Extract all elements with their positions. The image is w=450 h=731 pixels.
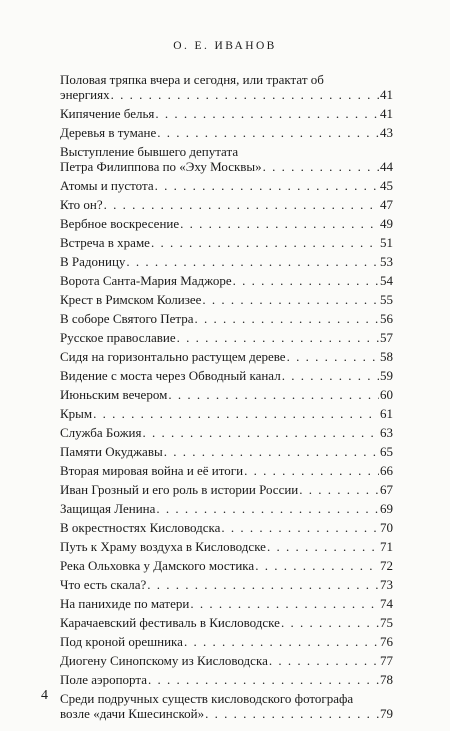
toc-entry-line xyxy=(60,106,393,121)
toc-entry-line xyxy=(60,311,393,326)
toc-entry xyxy=(60,634,393,649)
toc-page-number: 45 xyxy=(380,178,393,193)
toc-entry-title: Путь к Храму воздуха в Кисловодске xyxy=(60,539,266,554)
dot-leader xyxy=(155,106,379,121)
table-of-contents xyxy=(60,72,393,725)
toc-entry xyxy=(60,178,393,193)
toc-entry xyxy=(60,425,393,440)
toc-page-number: 51 xyxy=(380,235,393,250)
page-number: 4 xyxy=(41,688,48,703)
toc-entry-title: Служба Божия xyxy=(60,425,142,440)
toc-entry xyxy=(60,368,393,383)
dot-leader xyxy=(233,273,379,288)
toc-entry-title: Ворота Санта-Мария Маджоре xyxy=(60,273,232,288)
toc-entry-line xyxy=(60,216,393,231)
dot-leader xyxy=(267,539,379,554)
toc-entry-line xyxy=(60,273,393,288)
toc-page-number: 73 xyxy=(380,577,393,592)
toc-page-number: 44 xyxy=(380,159,393,174)
toc-entry-title: Встреча в храме xyxy=(60,235,150,250)
toc-entry-title: Петра Филиппова по «Эху Москвы» xyxy=(60,159,262,174)
toc-entry-title: Диогену Синопскому из Кисловодска xyxy=(60,653,268,668)
dot-leader xyxy=(281,615,379,630)
toc-entry xyxy=(60,387,393,402)
dot-leader xyxy=(221,520,379,535)
toc-entry-title: Июньским вечером xyxy=(60,387,168,402)
toc-entry-title: Поле аэропорта xyxy=(60,672,147,687)
toc-entry xyxy=(60,596,393,611)
toc-entry-title: возле «дачи Кшесинской» xyxy=(60,706,205,721)
toc-entry-title: Вербное воскресение xyxy=(60,216,180,231)
toc-entry-title: Крым xyxy=(60,406,93,421)
toc-entry-title: Река Ольховка у Дамского мостика xyxy=(60,558,255,573)
dot-leader xyxy=(126,254,379,269)
toc-entry-line xyxy=(60,368,393,383)
dot-leader xyxy=(263,159,379,174)
toc-entry-line xyxy=(60,197,393,212)
toc-page-number: 69 xyxy=(380,501,393,516)
toc-page-number: 71 xyxy=(380,539,393,554)
toc-page-number: 59 xyxy=(380,368,393,383)
toc-entry-line xyxy=(60,406,393,421)
toc-entry-line xyxy=(60,596,393,611)
toc-page-number: 53 xyxy=(380,254,393,269)
toc-entry-line xyxy=(60,615,393,630)
toc-entry-title: В Радоницу xyxy=(60,254,126,269)
toc-entry-title: В соборе Святого Петра xyxy=(60,311,194,326)
dot-leader xyxy=(202,292,379,307)
toc-page-number: 60 xyxy=(380,387,393,402)
toc-entry xyxy=(60,615,393,630)
toc-entry-line xyxy=(60,539,393,554)
dot-leader xyxy=(93,406,379,421)
toc-entry xyxy=(60,106,393,121)
toc-entry-title: Половая тряпка вчера и сегодня, или трактат об xyxy=(60,72,324,87)
toc-entry-line xyxy=(60,691,393,706)
toc-page-number: 70 xyxy=(380,520,393,535)
toc-entry-title: Кто он? xyxy=(60,197,103,212)
toc-page-number: 65 xyxy=(380,444,393,459)
dot-leader xyxy=(168,387,379,402)
toc-entry-title: Русское православие xyxy=(60,330,176,345)
dot-leader xyxy=(157,125,379,140)
toc-page-number: 66 xyxy=(380,463,393,478)
toc-entry-line xyxy=(60,653,393,668)
toc-entry-line xyxy=(60,292,393,307)
toc-entry xyxy=(60,235,393,250)
toc-entry-line xyxy=(60,501,393,516)
dot-leader xyxy=(143,425,380,440)
toc-entry-line xyxy=(60,72,393,87)
dot-leader xyxy=(180,216,379,231)
toc-entry-line xyxy=(60,425,393,440)
dot-leader xyxy=(269,653,379,668)
toc-entry-title: В окрестностях Кисловодска xyxy=(60,520,221,535)
toc-entry xyxy=(60,273,393,288)
toc-entry xyxy=(60,501,393,516)
dot-leader xyxy=(287,349,379,364)
toc-page-number: 49 xyxy=(380,216,393,231)
toc-entry-line xyxy=(60,254,393,269)
toc-entry-title: Вторая мировая война и её итоги xyxy=(60,463,244,478)
dot-leader xyxy=(194,311,379,326)
toc-entry-line xyxy=(60,349,393,364)
dot-leader xyxy=(244,463,379,478)
toc-entry-line xyxy=(60,159,393,174)
toc-entry-title: энергиях xyxy=(60,87,110,102)
toc-entry xyxy=(60,406,393,421)
toc-entry xyxy=(60,520,393,535)
toc-entry-line xyxy=(60,235,393,250)
toc-entry xyxy=(60,558,393,573)
toc-entry-title: На панихиде по матери xyxy=(60,596,190,611)
toc-page-number: 77 xyxy=(380,653,393,668)
toc-entry-title: Иван Грозный и его роль в истории России xyxy=(60,482,299,497)
dot-leader xyxy=(156,501,379,516)
toc-entry xyxy=(60,254,393,269)
toc-entry xyxy=(60,292,393,307)
toc-entry-title: Видение с моста через Обводный канал xyxy=(60,368,281,383)
toc-entry-line xyxy=(60,634,393,649)
toc-entry-line xyxy=(60,558,393,573)
toc-entry xyxy=(60,539,393,554)
toc-entry-line xyxy=(60,520,393,535)
dot-leader xyxy=(184,634,379,649)
dot-leader xyxy=(155,178,379,193)
toc-entry xyxy=(60,72,393,102)
toc-entry-title: Кипячение белья xyxy=(60,106,155,121)
dot-leader xyxy=(190,596,379,611)
toc-entry-title: Деревья в тумане xyxy=(60,125,157,140)
toc-entry-title: Выступление бывшего депутата xyxy=(60,144,239,159)
toc-entry-line xyxy=(60,577,393,592)
toc-page-number: 78 xyxy=(380,672,393,687)
toc-entry-line xyxy=(60,706,393,721)
toc-page-number: 41 xyxy=(380,87,393,102)
dot-leader xyxy=(164,444,379,459)
toc-page-number: 63 xyxy=(380,425,393,440)
toc-entry xyxy=(60,653,393,668)
toc-entry-title: Атомы и пустота xyxy=(60,178,154,193)
toc-page-number: 41 xyxy=(380,106,393,121)
dot-leader xyxy=(111,87,379,102)
toc-entry-title: Среди подручных существ кисловодского фотографа xyxy=(60,691,354,706)
toc-page-number: 75 xyxy=(380,615,393,630)
toc-entry-title: Крест в Римском Колизее xyxy=(60,292,202,307)
dot-leader xyxy=(282,368,379,383)
toc-page-number: 76 xyxy=(380,634,393,649)
toc-entry-line xyxy=(60,87,393,102)
toc-entry-title: Памяти Окуджавы xyxy=(60,444,163,459)
toc-entry xyxy=(60,444,393,459)
toc-page-number: 72 xyxy=(380,558,393,573)
toc-entry xyxy=(60,691,393,721)
toc-page-number: 57 xyxy=(380,330,393,345)
toc-entry-title: Что есть скала? xyxy=(60,577,147,592)
toc-page-number: 74 xyxy=(380,596,393,611)
toc-entry xyxy=(60,311,393,326)
toc-entry xyxy=(60,577,393,592)
toc-entry xyxy=(60,144,393,174)
toc-entry-line xyxy=(60,125,393,140)
dot-leader xyxy=(255,558,379,573)
toc-entry xyxy=(60,672,393,687)
dot-leader xyxy=(299,482,379,497)
dot-leader xyxy=(147,577,379,592)
toc-entry xyxy=(60,125,393,140)
toc-entry xyxy=(60,349,393,364)
toc-entry xyxy=(60,330,393,345)
toc-entry-line xyxy=(60,330,393,345)
running-header: О. Е. ИВАНОВ xyxy=(173,40,277,52)
toc-page-number: 61 xyxy=(380,406,393,421)
toc-entry-title: Защищая Ленина xyxy=(60,501,156,516)
toc-entry-line xyxy=(60,444,393,459)
toc-entry-line xyxy=(60,144,393,159)
toc-entry-title: Карачаевский фестиваль в Кисловодске xyxy=(60,615,280,630)
toc-page-number: 79 xyxy=(380,706,393,721)
dot-leader xyxy=(151,235,379,250)
toc-page-number: 56 xyxy=(380,311,393,326)
toc-entry xyxy=(60,463,393,478)
toc-page-number: 47 xyxy=(380,197,393,212)
toc-entry-title: Под кроной орешника xyxy=(60,634,183,649)
toc-entry-title: Сидя на горизонтально растущем дереве xyxy=(60,349,286,364)
toc-entry-line xyxy=(60,178,393,193)
dot-leader xyxy=(205,706,379,721)
toc-page-number: 67 xyxy=(380,482,393,497)
dot-leader xyxy=(104,197,379,212)
toc-page-number: 43 xyxy=(380,125,393,140)
dot-leader xyxy=(177,330,379,345)
toc-entry xyxy=(60,197,393,212)
toc-entry-line xyxy=(60,482,393,497)
toc-entry-line xyxy=(60,387,393,402)
toc-entry-line xyxy=(60,672,393,687)
toc-entry xyxy=(60,482,393,497)
toc-page-number: 58 xyxy=(380,349,393,364)
toc-entry xyxy=(60,216,393,231)
toc-entry-line xyxy=(60,463,393,478)
toc-page-number: 55 xyxy=(380,292,393,307)
toc-page-number: 54 xyxy=(380,273,393,288)
dot-leader xyxy=(148,672,379,687)
